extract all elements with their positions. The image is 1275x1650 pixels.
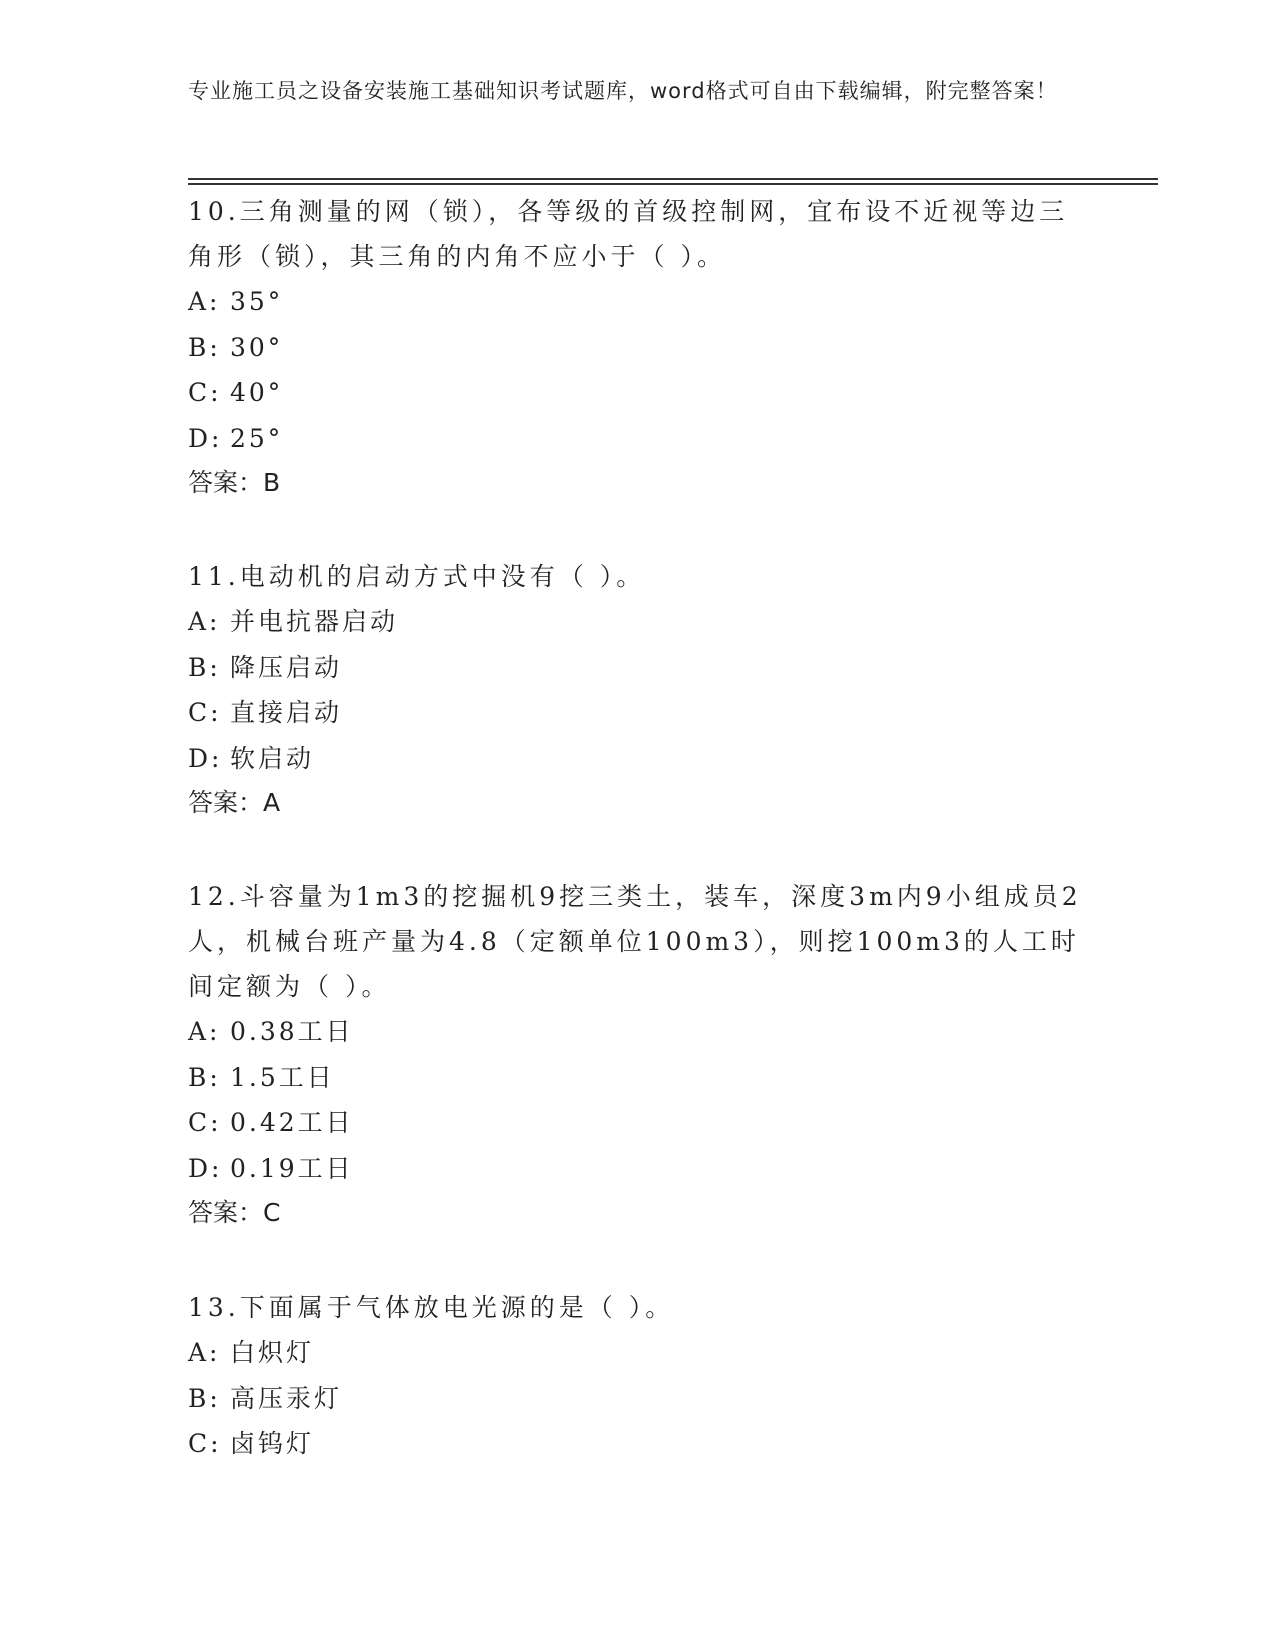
option-label: B: (188, 1062, 221, 1092)
question-stem: 11.电动机的启动方式中没有（ ）。 (188, 562, 646, 591)
option-label: D: (188, 1153, 223, 1183)
question-stem: 10.三角测量的网（锁），各等级的首级控制网，宜布设不近视等边三角形（锁），其三角的内角不应小于（ ）。 (188, 197, 1069, 271)
option-text: 0.19工日 (230, 1153, 354, 1183)
option-text: 30° (230, 332, 284, 362)
option-text: 白炽灯 (230, 1338, 315, 1367)
option-c (188, 1421, 1088, 1467)
option-text: 25° (230, 423, 284, 453)
option-text: 40° (230, 378, 284, 407)
option-label: C: (188, 1108, 222, 1137)
question-stem: 13.下面属于气体放电光源的是（ ）。 (188, 1293, 675, 1322)
option-a (188, 279, 1088, 325)
option-label: C: (188, 698, 222, 727)
option-c (188, 1100, 1088, 1146)
option-b (188, 1376, 1088, 1422)
option-text: 35° (230, 287, 284, 316)
question-10 (188, 189, 1088, 505)
option-text: 软启动 (230, 743, 315, 773)
option-text: 0.42工日 (230, 1108, 354, 1137)
option-a (188, 599, 1088, 645)
document-header: 专业施工员之设备安装施工基础知识考试题库，word格式可自由下载编辑，附完整答案！ (188, 79, 1058, 103)
answer-line: 答案：B (188, 468, 281, 497)
option-label: B: (188, 1383, 221, 1413)
option-label: C: (188, 1429, 222, 1458)
option-d (188, 736, 1088, 782)
option-text: 降压启动 (230, 652, 343, 682)
question-13 (188, 1285, 1088, 1467)
option-label: B: (188, 332, 221, 362)
option-text: 卤钨灯 (230, 1429, 315, 1458)
option-text: 直接启动 (230, 698, 343, 727)
option-label: B: (188, 652, 221, 682)
option-text: 1.5工日 (230, 1062, 335, 1092)
question-11 (188, 554, 1088, 825)
option-label: D: (188, 743, 223, 773)
option-text: 0.38工日 (230, 1017, 354, 1046)
option-label: A: (188, 607, 221, 636)
answer-line: 答案：C (188, 1198, 281, 1227)
option-c (188, 370, 1088, 416)
header-divider-top (188, 178, 1158, 180)
option-text: 高压汞灯 (230, 1383, 343, 1413)
header-divider-bottom (188, 183, 1158, 185)
question-12 (188, 874, 1088, 1235)
option-d (188, 416, 1088, 462)
option-b (188, 1055, 1088, 1101)
question-stem: 12.斗容量为1m3的挖掘机9挖三类土，装车，深度3m内9小组成员2人，机械台班产量为4.8（定额单位100m3），则挖100m3的人工时间定额为（ ）。 (188, 882, 1082, 1001)
option-label: C: (188, 378, 222, 407)
option-c (188, 690, 1088, 736)
option-label: D: (188, 423, 223, 453)
option-label: A: (188, 1338, 221, 1367)
option-b (188, 325, 1088, 371)
option-label: A: (188, 287, 221, 316)
option-text: 并电抗器启动 (230, 607, 399, 636)
option-a (188, 1009, 1088, 1055)
option-label: A: (188, 1017, 221, 1046)
option-b (188, 645, 1088, 691)
option-a (188, 1330, 1088, 1376)
option-d (188, 1146, 1088, 1192)
answer-line: 答案：A (188, 788, 281, 817)
